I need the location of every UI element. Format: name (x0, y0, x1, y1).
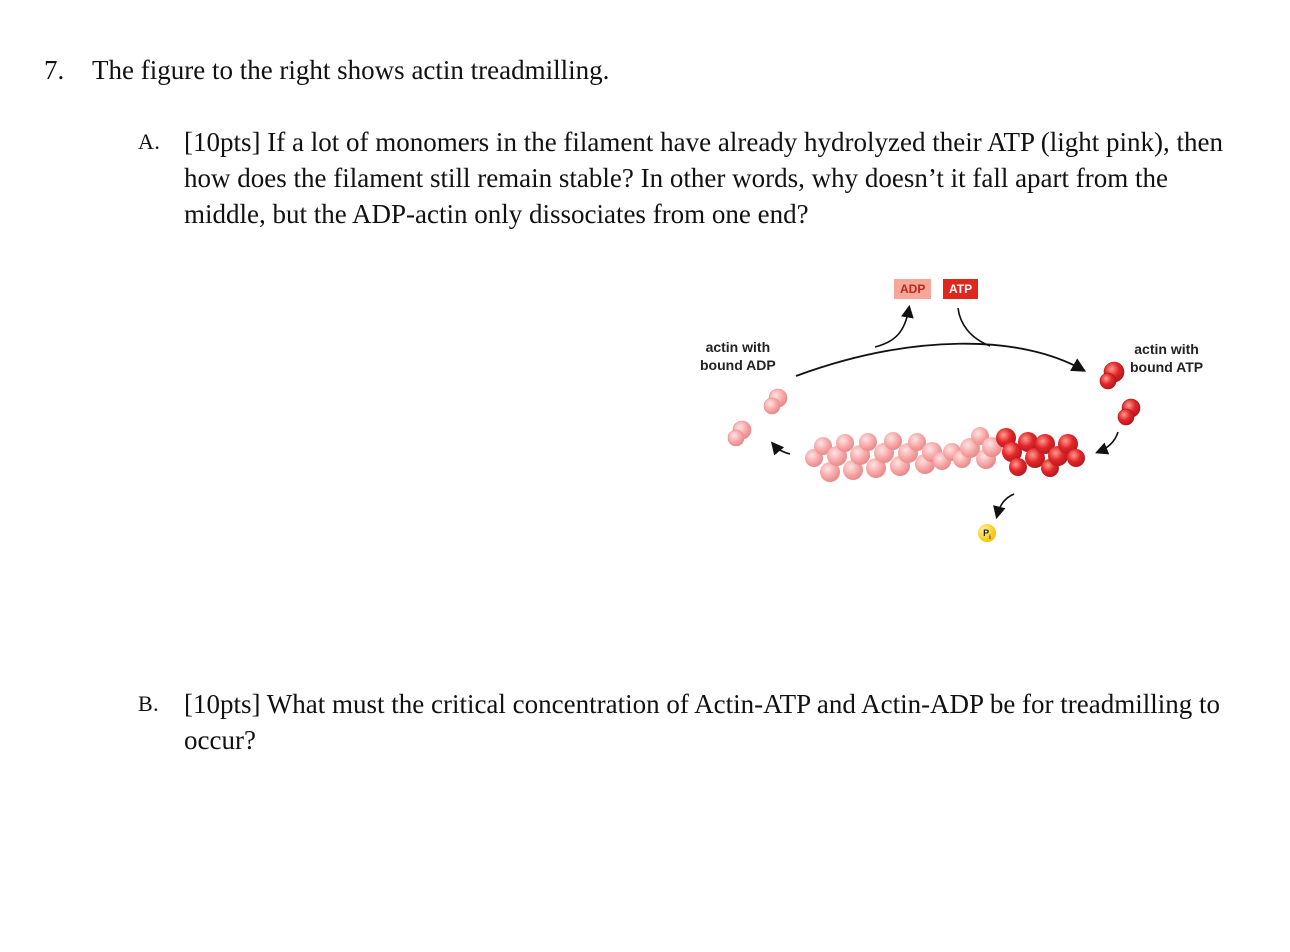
part-b-text: [10pts] What must the critical concentration of Actin-ATP and Actin-ADP be for treadmilling to occur? (184, 689, 1221, 755)
phosphate-icon (978, 524, 996, 542)
free-adp-actin-monomers (728, 389, 787, 446)
atp-actin-label (1130, 340, 1203, 376)
adp-actin-label (700, 338, 776, 374)
question-text: The figure to the right shows actin treadmilling. (92, 55, 610, 85)
atp-binding-arrow (1098, 432, 1118, 452)
part-b-letter: B. (138, 691, 160, 716)
question-title (44, 52, 609, 88)
exchange-arc (796, 344, 1083, 376)
filament-atp-actin (996, 428, 1085, 477)
adp-actin-label-line2: bound ADP (700, 357, 776, 373)
treadmilling-figure (690, 272, 1230, 562)
adp-badge: ADP (894, 279, 931, 299)
treadmilling-diagram (690, 272, 1230, 562)
filament-adp-actin (805, 427, 1002, 482)
atp-badge: ATP (943, 279, 978, 299)
adp-dissociation-arrow (773, 444, 790, 454)
part-a-text: [10pts] If a lot of monomers in the filament have already hydrolyzed their ATP (light pink), then how does the filament still remain stable? In other words, why doesn’t it fall apart from the middle, but the ADP-actin only dissociates from one end? (184, 127, 1223, 229)
atp-uptake-arrow (958, 308, 990, 346)
phosphate-release-arrow (997, 494, 1014, 516)
phosphate-subscript: i (989, 534, 991, 541)
adp-actin-label-line1: actin with (705, 339, 771, 355)
atp-actin-label-line2: bound ATP (1130, 359, 1204, 375)
atp-actin-label-line1: actin with (1134, 341, 1199, 357)
question-number: 7. (44, 55, 65, 85)
phosphate-label: P (983, 528, 990, 538)
part-a-letter: A. (138, 129, 161, 154)
adp-release-arrow (875, 308, 909, 347)
